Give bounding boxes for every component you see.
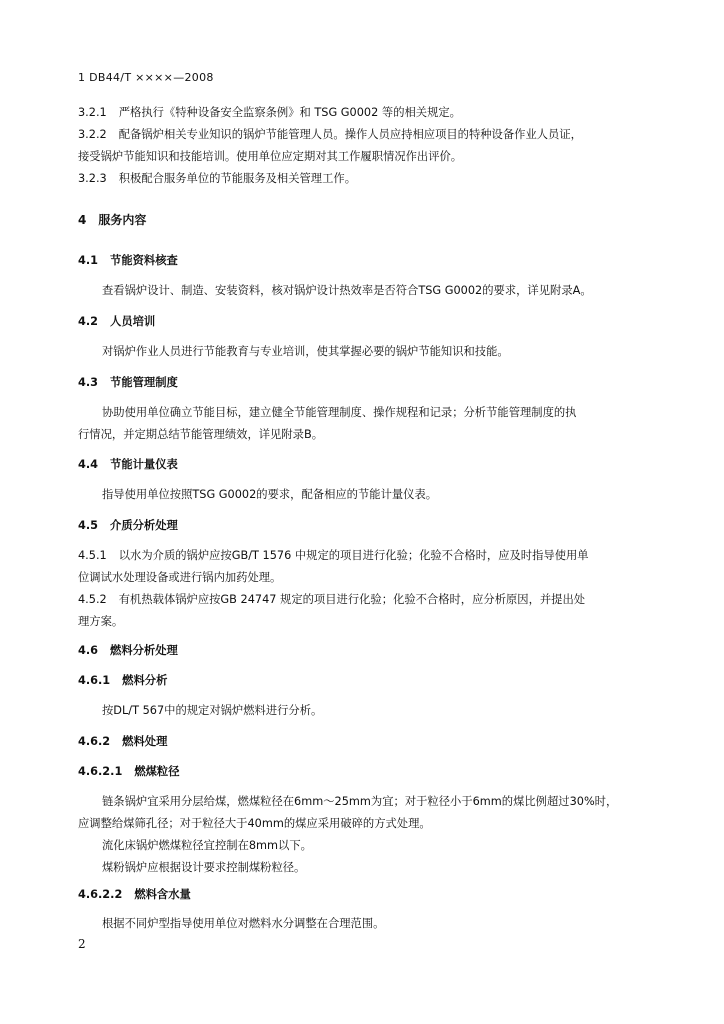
section-4-6-2-1-line3: 流化床锅炉燃煤粒径宜控制在8mm以下。 [102,839,312,852]
section-4-3-heading [78,372,648,394]
clause-text: 积极配合服务单位的节能服务及相关管理工作。 [118,172,356,185]
section-title: 人员培训 [110,315,156,328]
section-4-5-heading [78,515,648,537]
section-4-1-body: 查看锅炉设计、制造、安装资料，核对锅炉设计热效率是否符合TSG G0002的要求，详见附录A。 [102,284,592,297]
clause-number: 3.2.1 [78,106,107,119]
section-number: 4.6.2.1 [78,765,123,778]
section-number: 4.4 [78,458,99,471]
page-number: 2 [78,937,86,951]
section-4-3-body-line1: 协助使用单位确立节能目标，建立健全节能管理制度、操作规程和记录；分析节能管理制度的执 [102,406,577,419]
section-4-1-heading [78,250,648,272]
chapter-number: 4 [78,213,87,227]
section-title: 节能管理制度 [110,376,178,389]
clause-number: 4.5.1 [78,549,107,562]
clause-number: 4.5.2 [78,593,107,606]
section-4-6-heading [78,640,648,662]
clause-4-5-1-continued: 位调试水处理设备或进行锅内加药处理。 [78,571,282,584]
section-4-6-2-1-line4: 煤粉锅炉应根据设计要求控制煤粉粒径。 [102,861,306,874]
section-title: 节能资料核查 [110,254,178,267]
clause-number: 3.2.2 [78,128,107,141]
section-4-2-heading [78,311,648,333]
clause-3-2-1 [78,102,648,124]
clause-text: 严格执行《特种设备安全监察条例》和 TSG G0002 等的相关规定。 [118,106,461,119]
section-4-4-heading [78,454,648,476]
section-4-6-1-heading [78,670,648,692]
running-header: 1 DB44/T ××××—2008 [78,71,214,84]
section-title: 燃料处理 [122,735,168,748]
section-4-6-1-body: 按DL/T 567中的规定对锅炉燃料进行分析。 [102,704,323,717]
section-number: 4.3 [78,376,99,389]
section-number: 4.6 [78,644,99,657]
section-title: 介质分析处理 [110,519,178,532]
section-title: 燃煤粒径 [134,765,180,778]
section-title: 燃料分析 [122,674,168,687]
section-number: 4.1 [78,254,99,267]
section-number: 4.6.2.2 [78,888,123,901]
section-4-3-body-line2: 行情况，并定期总结节能管理绩效，详见附录B。 [78,428,323,441]
clause-text: 配备锅炉相关专业知识的锅炉节能管理人员。操作人员应持相应项目的特种设备作业人员证， [118,128,582,141]
section-number: 4.2 [78,315,99,328]
section-4-2-body: 对锅炉作业人员进行节能教育与专业培训，使其掌握必要的锅炉节能知识和技能。 [102,345,509,358]
section-4-6-2-1-heading [78,761,648,783]
section-number: 4.6.2 [78,735,111,748]
section-4-6-2-2-body: 根据不同炉型指导使用单位对燃料水分调整在合理范围。 [102,917,385,930]
chapter-title: 服务内容 [98,213,147,227]
section-number: 4.5 [78,519,99,532]
clause-number: 3.2.3 [78,172,107,185]
section-4-6-2-heading [78,731,648,753]
clause-3-2-3 [78,168,648,190]
clause-text: 以水为介质的锅炉应按GB/T 1576 中规定的项目进行化验；化验不合格时，应及时指导使用单 [118,549,589,562]
section-number: 4.6.1 [78,674,111,687]
chapter-4-heading [78,209,648,231]
section-title: 燃料含水量 [134,888,191,901]
clause-text: 有机热载体锅炉应按GB 24747 规定的项目进行化验；化验不合格时，应分析原因，并提出处 [118,593,586,606]
clause-3-2-2-continued: 接受锅炉节能知识和技能培训。使用单位应定期对其工作履职情况作出评价。 [78,150,463,163]
section-4-6-2-1-line2: 应调整给煤筛孔径；对于粒径大于40mm的煤应采用破碎的方式处理。 [78,817,431,830]
clause-4-5-2 [78,589,648,611]
clause-3-2-2 [78,124,648,146]
clause-4-5-2-continued: 理方案。 [78,615,124,628]
section-title: 节能计量仪表 [110,458,178,471]
section-4-6-2-2-heading [78,884,648,906]
section-title: 燃料分析处理 [110,644,178,657]
clause-4-5-1 [78,545,648,567]
section-4-6-2-1-line1: 链条锅炉宜采用分层给煤，燃煤粒径在6mm～25mm为宜；对于粒径小于6mm的煤比例超过30%时， [102,795,618,808]
section-4-4-body: 指导使用单位按照TSG G0002的要求，配备相应的节能计量仪表。 [102,488,438,501]
